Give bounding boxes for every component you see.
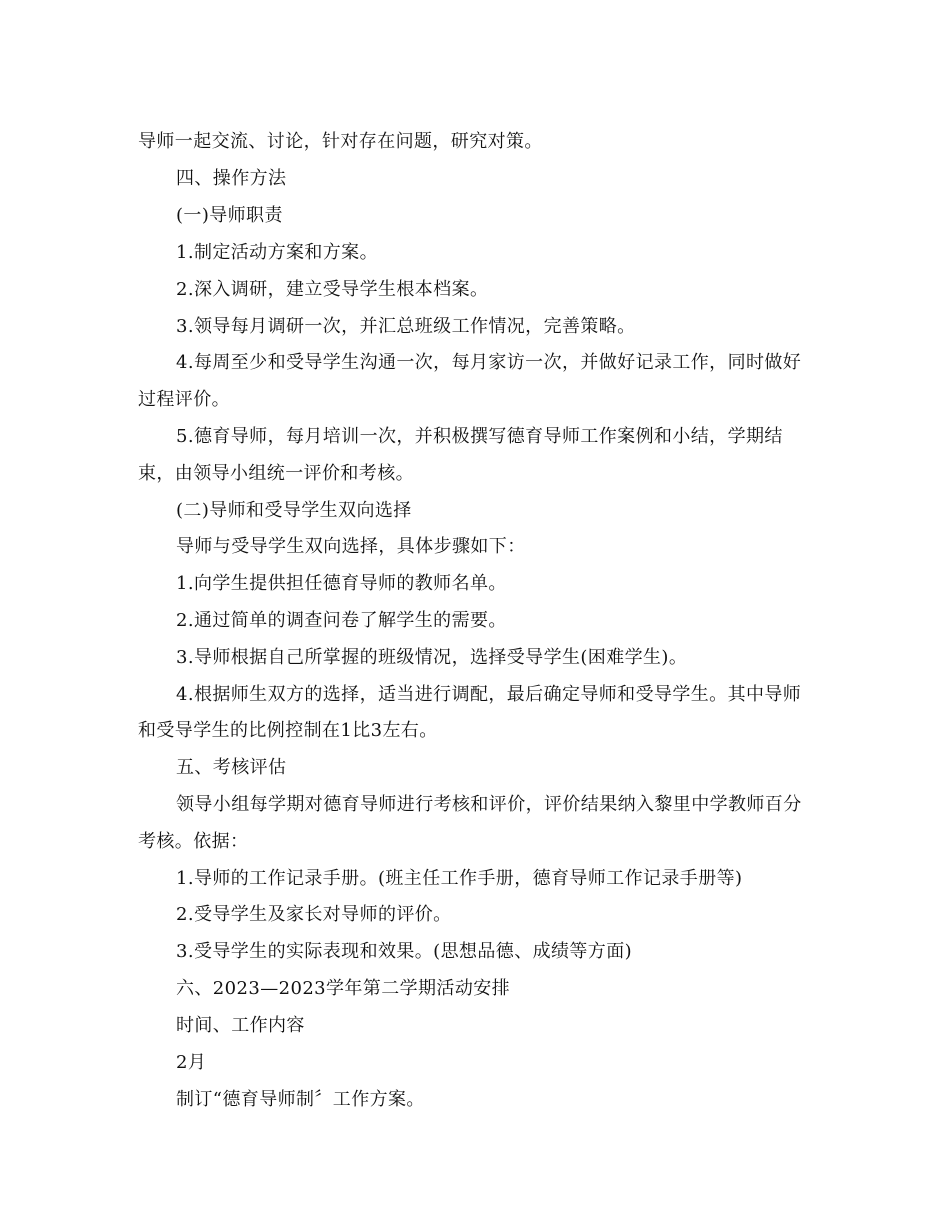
list-item: 4.每周至少和受导学生沟通一次，每月家访一次，并做好记录工作，同时做好 <box>176 352 802 373</box>
paragraph-line: 束，由领导小组统一评价和考核。 <box>138 463 414 484</box>
list-item: 2.受导学生及家长对导师的评价。 <box>176 904 452 925</box>
subsection-heading: (一)导师职责 <box>176 205 283 226</box>
list-item: 2.深入调研，建立受导学生根本档案。 <box>176 279 489 300</box>
list-item: 2.通过简单的调查问卷了解学生的需要。 <box>176 610 507 631</box>
list-item: 4.根据师生双方的选择，适当进行调配，最后确定导师和受导学生。其中导师 <box>176 684 802 705</box>
list-item: 5.德育导师，每月培训一次，并积极撰写德育导师工作案例和小结，学期结 <box>176 426 783 447</box>
section-heading: 五、考核评估 <box>176 757 287 778</box>
list-item: 3.受导学生的实际表现和效果。(思想品德、成绩等方面) <box>176 941 633 962</box>
paragraph-line: 2月 <box>176 1052 207 1073</box>
list-item: 1.向学生提供担任德育导师的教师名单。 <box>176 573 507 594</box>
list-item: 3.导师根据自己所掌握的班级情况，选择受导学生(困难学生)。 <box>176 647 688 668</box>
paragraph-line: 领导小组每学期对德育导师进行考核和评价，评价结果纳入黎里中学教师百分 <box>176 794 802 815</box>
section-heading: 六、2023—2023学年第二学期活动安排 <box>176 978 511 999</box>
paragraph-line: 导师与受导学生双向选择，具体步骤如下： <box>176 536 526 557</box>
paragraph-line: 导师一起交流、讨论，针对存在问题，研究对策。 <box>138 131 543 152</box>
list-item: 1.制定活动方案和方案。 <box>176 242 378 263</box>
section-heading: 四、操作方法 <box>176 168 287 189</box>
paragraph-line: 制订“德育导师制〞工作方案。 <box>176 1089 425 1110</box>
subsection-heading: (二)导师和受导学生双向选择 <box>176 500 412 521</box>
paragraph-line: 时间、工作内容 <box>176 1015 305 1036</box>
paragraph-line: 和受导学生的比例控制在1比3左右。 <box>138 720 438 741</box>
paragraph-line: 过程评价。 <box>138 389 230 410</box>
list-item: 1.导师的工作记录手册。(班主任工作手册，德育导师工作记录手册等) <box>176 868 743 889</box>
paragraph-line: 考核。依据： <box>138 831 249 852</box>
list-item: 3.领导每月调研一次，并汇总班级工作情况，完善策略。 <box>176 316 636 337</box>
